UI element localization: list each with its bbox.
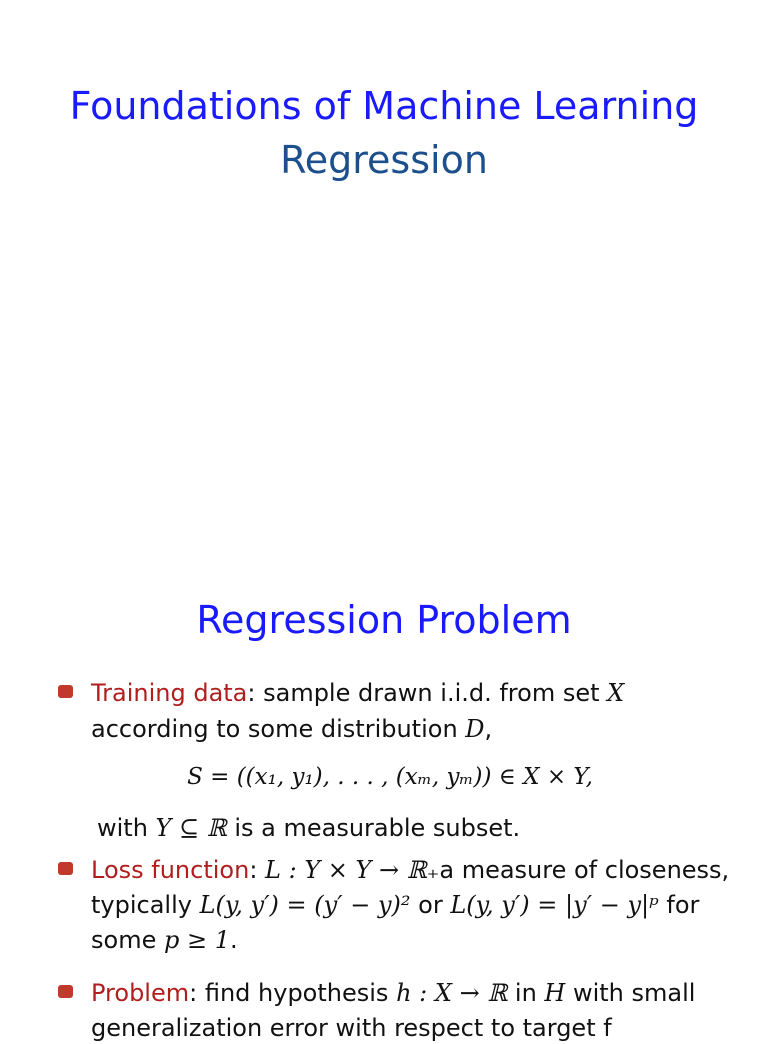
bullet-2-text-e: for bbox=[658, 891, 700, 919]
bullet-2-text-a: : bbox=[249, 856, 266, 884]
bullet-3-keyword: Problem bbox=[91, 979, 190, 1007]
bullet-1-text-b: according to some distribution bbox=[91, 715, 466, 743]
bullet-1-line-4 bbox=[97, 812, 520, 844]
bullet-1-var-d: D bbox=[465, 715, 485, 743]
slide-title: Foundations of Machine Learning bbox=[69, 84, 699, 128]
bullet-1-with-b: is a measurable subset. bbox=[226, 814, 521, 842]
bullet-2-math-a: L : Y × Y → ℝ₊ bbox=[265, 856, 440, 884]
bullet-2-text-c: typically bbox=[91, 891, 200, 919]
bullet-1-text: : sample drawn i.i.d. from set bbox=[247, 679, 608, 707]
bullet-3-text-d: generalization error with respect to target f bbox=[91, 1014, 612, 1042]
bullet-2-math-b: L(y, y′) = (y′ − y)² bbox=[199, 891, 411, 919]
bullet-3-line-2 bbox=[91, 1012, 612, 1044]
bullet-2-text-b: a measure of closeness, bbox=[439, 856, 730, 884]
bullet-marker-icon bbox=[58, 985, 73, 998]
bullet-1-var-x: X bbox=[607, 679, 625, 707]
bullet-2-line-1 bbox=[91, 854, 729, 886]
bullet-1-with-a: with bbox=[97, 814, 156, 842]
bullet-marker-icon bbox=[58, 685, 73, 698]
bullet-2-text-d: or bbox=[410, 891, 451, 919]
bullet-3-line-1 bbox=[91, 977, 695, 1009]
bullet-1-equation-text: S = ((x₁, y₁), . . . , (xₘ, yₘ)) ∈ X × Y, bbox=[187, 764, 593, 790]
bullet-2-text-g: . bbox=[229, 926, 238, 954]
bullet-2-line-2 bbox=[91, 889, 699, 921]
bullet-1-equation bbox=[0, 761, 768, 793]
bullet-2-keyword: Loss function bbox=[91, 856, 250, 884]
bullet-2-math-d: p ≥ 1 bbox=[163, 926, 230, 954]
bullet-1-line-1 bbox=[91, 677, 624, 709]
slide-subtitle: Regression bbox=[280, 138, 488, 182]
bullet-3-text-b: in bbox=[507, 979, 545, 1007]
bullet-1-with-math: Y ⊆ ℝ bbox=[155, 814, 227, 842]
bullet-3-text-a: : find hypothesis bbox=[189, 979, 397, 1007]
bullet-2-math-c: L(y, y′) = |y′ − y|ᵖ bbox=[450, 891, 659, 919]
bullet-2-text-f: some bbox=[91, 926, 164, 954]
bullet-2-line-3 bbox=[91, 924, 238, 956]
section-heading: Regression Problem bbox=[196, 598, 572, 642]
bullet-1-line-2 bbox=[91, 713, 492, 745]
bullet-3-math-a: h : X → ℝ bbox=[396, 979, 508, 1007]
bullet-marker-icon bbox=[58, 862, 73, 875]
bullet-1-text-c: , bbox=[484, 715, 493, 743]
bullet-1-keyword: Training data bbox=[91, 679, 248, 707]
bullet-3-text-c: with small bbox=[565, 979, 696, 1007]
bullet-3-math-b: H bbox=[544, 979, 566, 1007]
